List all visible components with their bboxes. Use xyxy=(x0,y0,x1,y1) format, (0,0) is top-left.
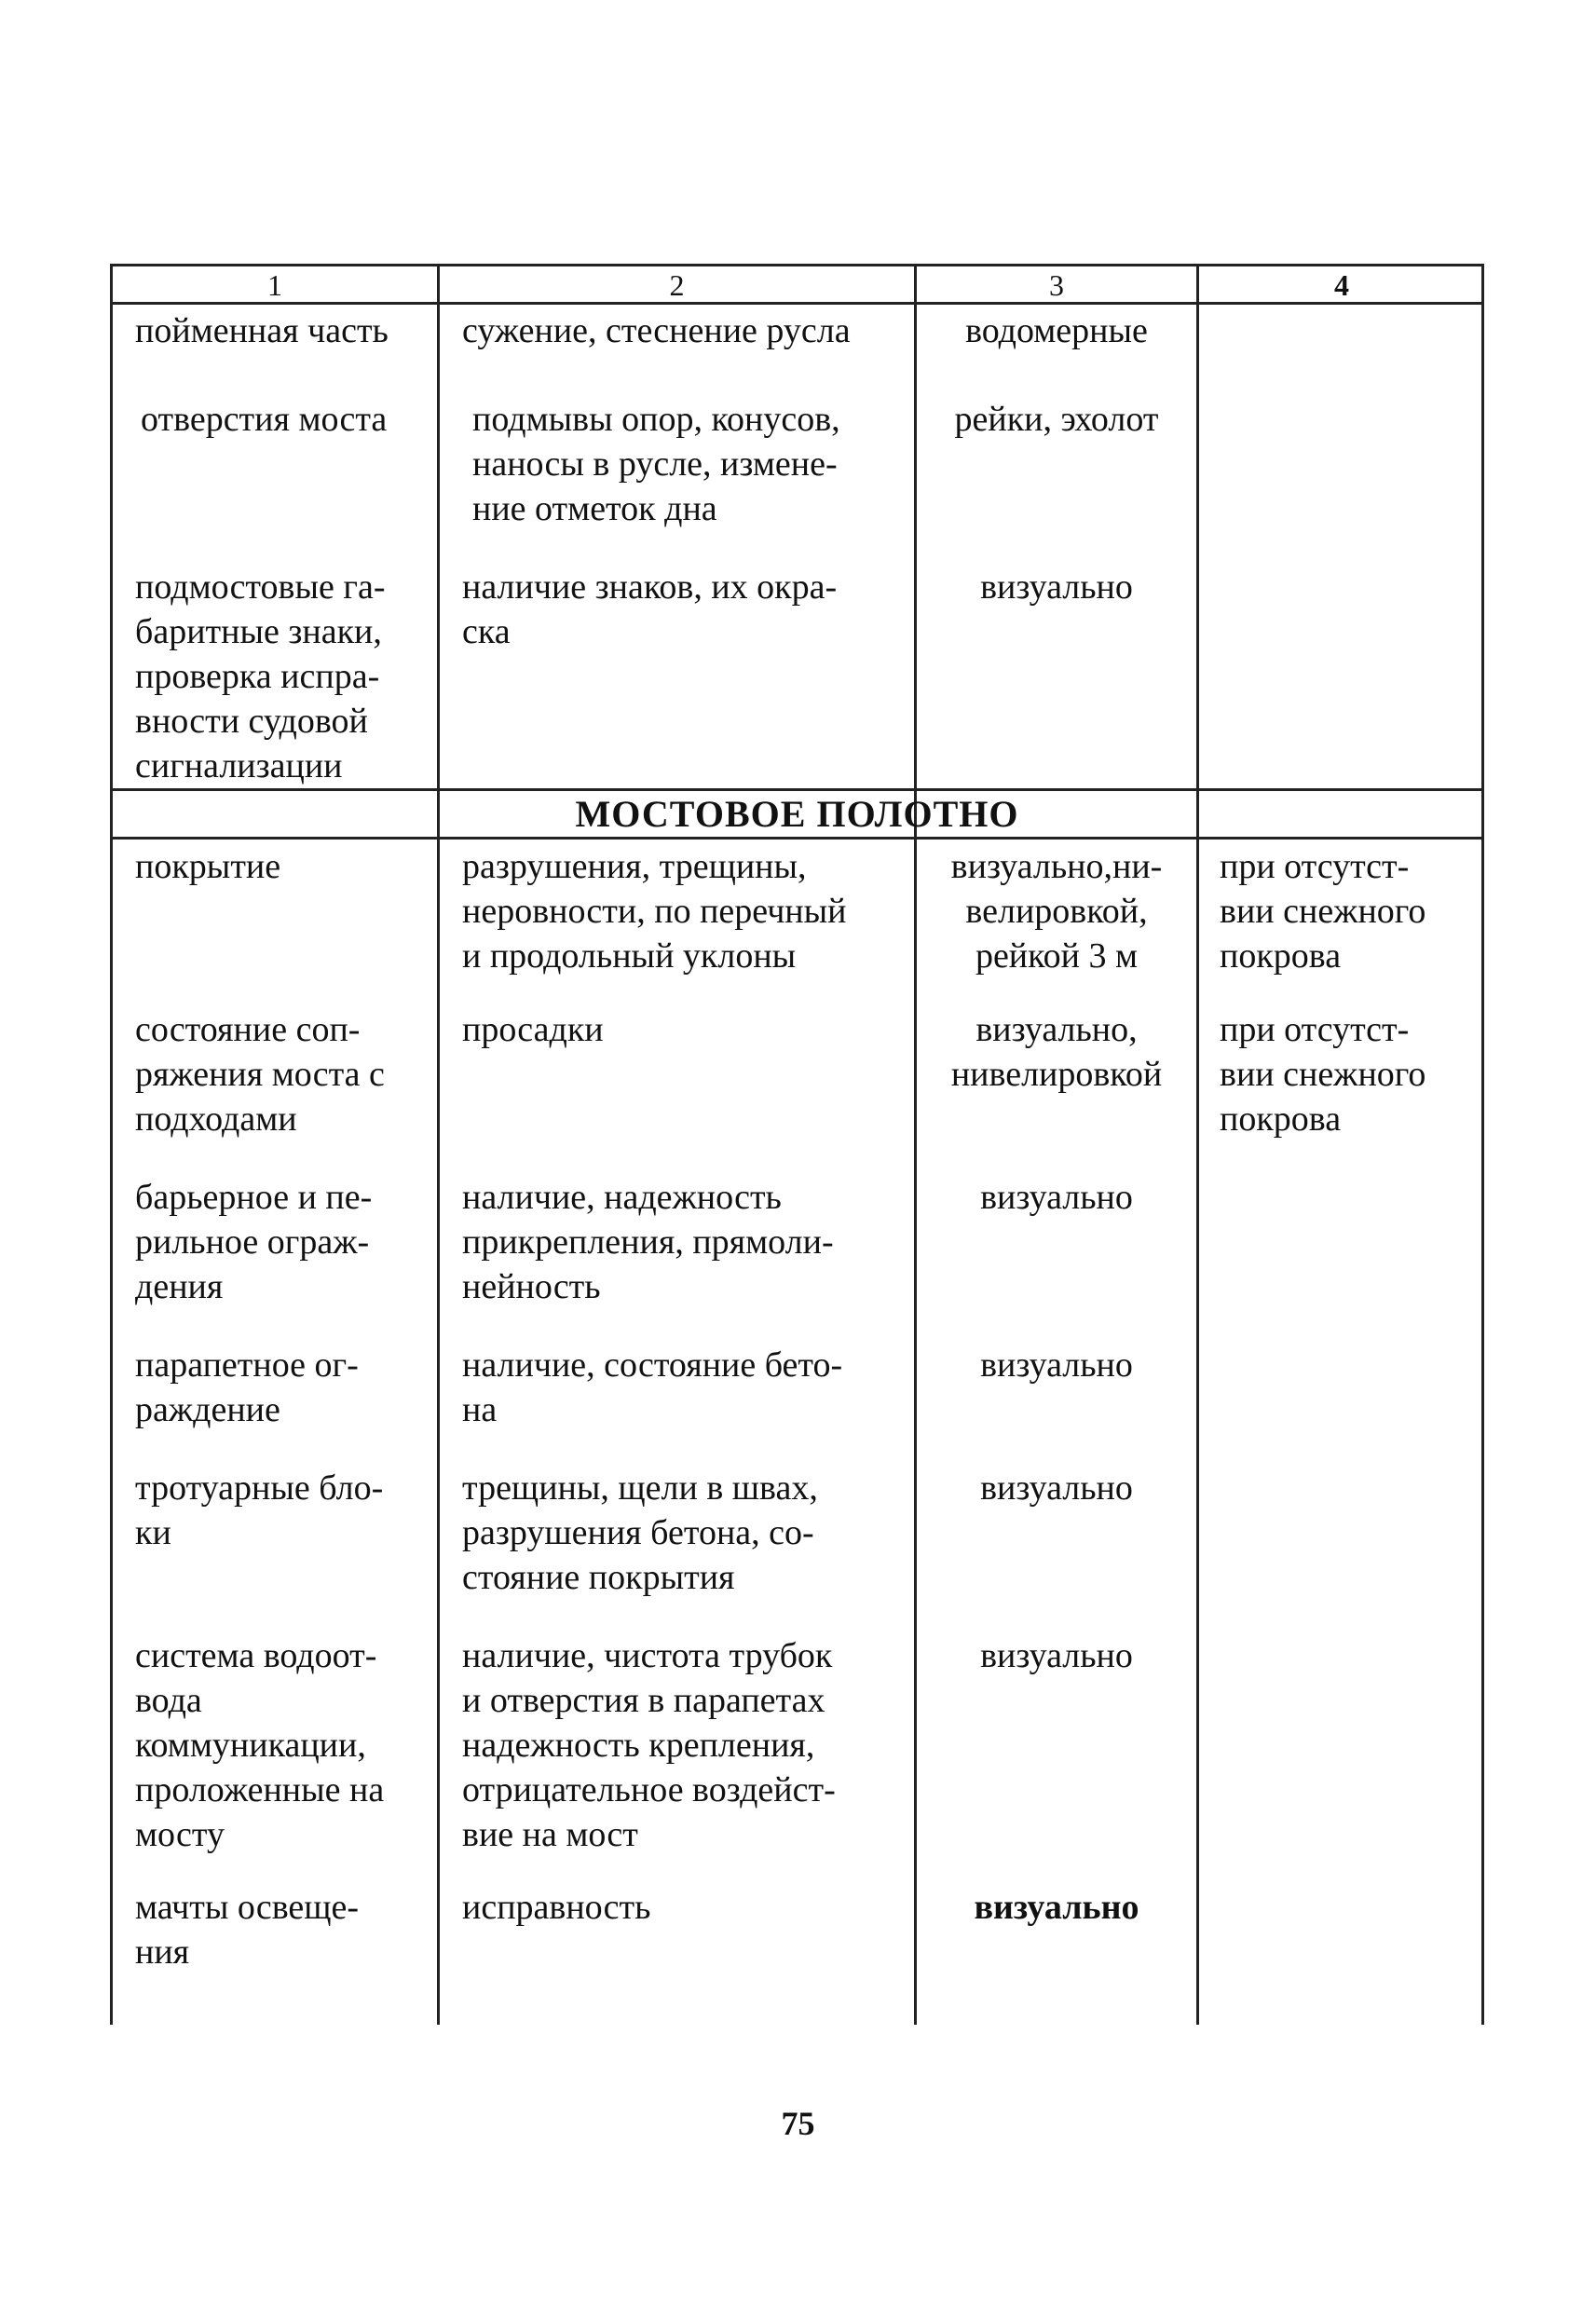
row-3-col-2: наличие знаков, их окра- ска xyxy=(462,567,838,651)
row-1-col-1: пойменная часть xyxy=(135,311,389,350)
column-divider xyxy=(914,266,917,2025)
header-col-3: 3 xyxy=(1049,268,1064,302)
row-5-col-1: состояние соп- ряжения моста с подходами xyxy=(135,1010,385,1139)
column-divider xyxy=(437,266,440,2025)
section-title: МОСТОВОЕ ПОЛОТНО xyxy=(575,793,1019,835)
row-6-col-1: барьерное и пе- рильное ограж- дения xyxy=(135,1178,373,1306)
row-6-col-3: визуально xyxy=(980,1178,1133,1217)
row-7-col-3: визуально xyxy=(980,1345,1133,1385)
row-7-col-2: наличие, состояние бето- на xyxy=(462,1345,843,1429)
row-4-col-1: покрытие xyxy=(135,847,281,886)
row-2-col-1: отверстия моста xyxy=(141,400,388,439)
row-7-col-1: парапетное ог- раждение xyxy=(135,1345,359,1429)
row-5-col-3: визуально, нивелировкой xyxy=(950,1010,1163,1094)
header-col-1: 1 xyxy=(267,268,282,302)
row-5-col-4: при отсутст- вии снежного покрова xyxy=(1220,1010,1426,1139)
inspection-table xyxy=(110,264,1484,2025)
row-4-col-4: при отсутст- вии снежного покрова xyxy=(1220,847,1426,976)
row-3-col-1: подмостовые га- баритные знаки, проверка испра- вности судовой сигнализации xyxy=(135,567,386,785)
row-5-col-2: просадки xyxy=(462,1010,604,1049)
row-1-col-2: сужение, стеснение русла xyxy=(462,311,851,350)
row-2-col-2: подмывы опор, конусов, наносы в русле, измене- ние отметок дна xyxy=(472,400,840,528)
header-col-4: 4 xyxy=(1334,268,1349,302)
row-8-col-2: трещины, щели в швах, разрушения бетона, со- стояние покрытия xyxy=(462,1468,818,1597)
row-4-col-2: разрушения, трещины, неровности, по перечный и продольный уклоны xyxy=(462,847,847,976)
row-2-col-3: рейки, эхолот xyxy=(954,400,1159,439)
header-col-2: 2 xyxy=(669,268,685,302)
row-10-col-1: мачты освеще- ния xyxy=(135,1888,360,1972)
column-divider xyxy=(1196,266,1199,2025)
row-9-col-3: визуально xyxy=(980,1636,1133,1675)
row-9-col-1: система водоот- вода коммуникации, проложенные на мосту xyxy=(135,1636,385,1854)
row-4-col-3: визуально,ни- велировкой, рейкой 3 м xyxy=(950,847,1163,976)
row-6-col-2: наличие, надежность прикрепления, прямоли- нейность xyxy=(462,1178,834,1306)
row-10-col-3: визуально xyxy=(974,1888,1139,1927)
row-8-col-1: тротуарные бло- ки xyxy=(135,1468,384,1552)
row-1-col-3: водомерные xyxy=(965,311,1148,350)
row-10-col-2: исправность xyxy=(462,1888,651,1927)
row-8-col-3: визуально xyxy=(980,1468,1133,1508)
page-number: 75 xyxy=(781,2105,815,2142)
row-3-col-3: визуально xyxy=(980,567,1133,607)
row-9-col-2: наличие, чистота трубок и отверстия в парапетах надежность крепления, отрицательное воздейст- вие на мост xyxy=(462,1636,836,1854)
